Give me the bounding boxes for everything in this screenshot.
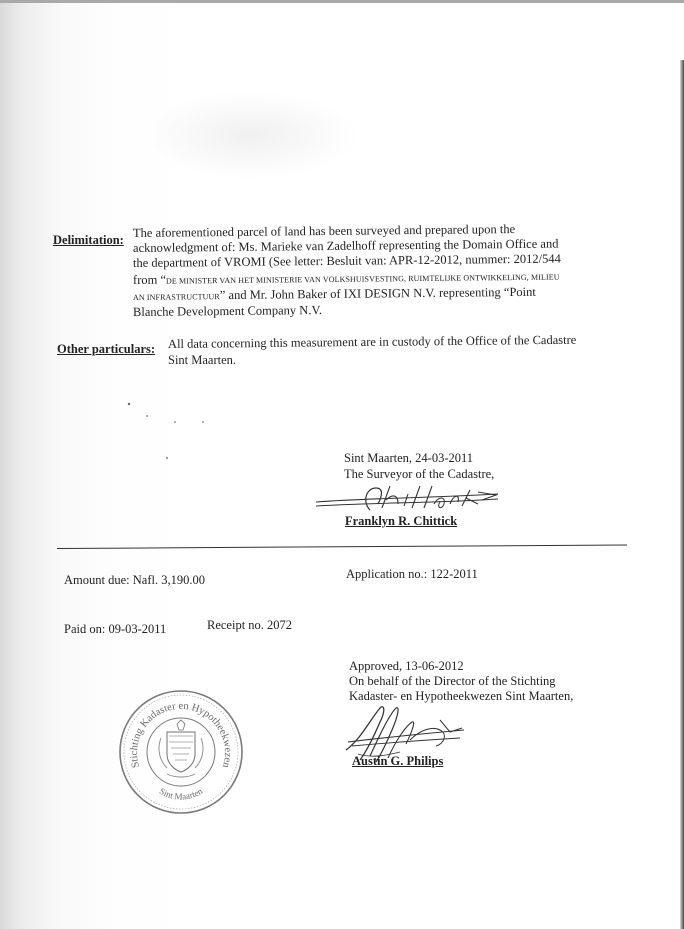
surveyor-title: The Surveyor of the Cadastre, — [344, 467, 495, 481]
delimitation-from: from “ — [132, 272, 167, 287]
paid-on: Paid on: 09-03-2011 — [64, 622, 167, 636]
cadastre-seal-icon — [117, 688, 245, 816]
svg-text:Sint Maarten: Sint Maarten — [157, 785, 205, 802]
delimitation-line-1: The aforementioned parcel of land has been surveyed and prepared upon the — [132, 221, 516, 240]
approved-date: Approved, 13-06-2012 — [349, 659, 464, 673]
surveyor-place-date: Sint Maarten, 24-03-2011 — [344, 451, 474, 465]
surveyor-name: Franklyn R. Chittick — [345, 514, 458, 528]
application-no: Application no.: 122-2011 — [346, 567, 478, 581]
scan-top-edge — [0, 0, 684, 3]
approval-org: Kadaster- en Hypotheekwezen Sint Maarten, — [349, 689, 574, 703]
other-particulars-line-2: Sint Maarten. — [168, 353, 237, 367]
section-divider — [57, 545, 627, 549]
delimitation-line-6: Blanche Development Company N.V. — [132, 303, 323, 319]
director-name: Austin G. Philips — [352, 754, 444, 768]
approval-on-behalf: On behalf of the Director of the Stichting — [349, 674, 556, 688]
delimitation-label: Delimitation: — [53, 233, 124, 247]
delimitation-infrastructuur-caps: AN INFRASTRUCTUUR — [132, 292, 220, 302]
svg-text:Stichting Kadaster en Hypothee: Stichting Kadaster en Hypotheekwezen — [128, 700, 234, 769]
receipt-no: Receipt no. 2072 — [207, 618, 293, 632]
scan-specks — [120, 395, 220, 465]
delimitation-line-2: acknowledgment of: Ms. Marieke van Zadelhoff representing the Domain Office and — [132, 236, 559, 255]
other-particulars-label: Other particulars: — [57, 342, 156, 356]
other-particulars-line-1: All data concerning this measurement are in custody of the Office of the Cadastre — [167, 332, 577, 351]
delimitation-line-5 — [133, 285, 536, 306]
delimitation-minister-caps: DE MINISTER VAN HET MINISTERIE VAN VOLKSHUISVESTING, RUIMTELIJKE ONTWIKKELING, MILIEU — [165, 272, 560, 286]
amount-due: Amount due: Nafl. 3,190.00 — [64, 573, 205, 587]
delimitation-line-5-rest: ” and Mr. John Baker of IXI DESIGN N.V. representing “Point — [219, 284, 536, 303]
scan-right-edge — [680, 60, 684, 929]
bleed-through-shadow — [140, 90, 360, 180]
delimitation-line-3: the department of VROMI (See letter: Besluit van: APR-12-2012, nummer: 2012/544 — [132, 251, 561, 270]
